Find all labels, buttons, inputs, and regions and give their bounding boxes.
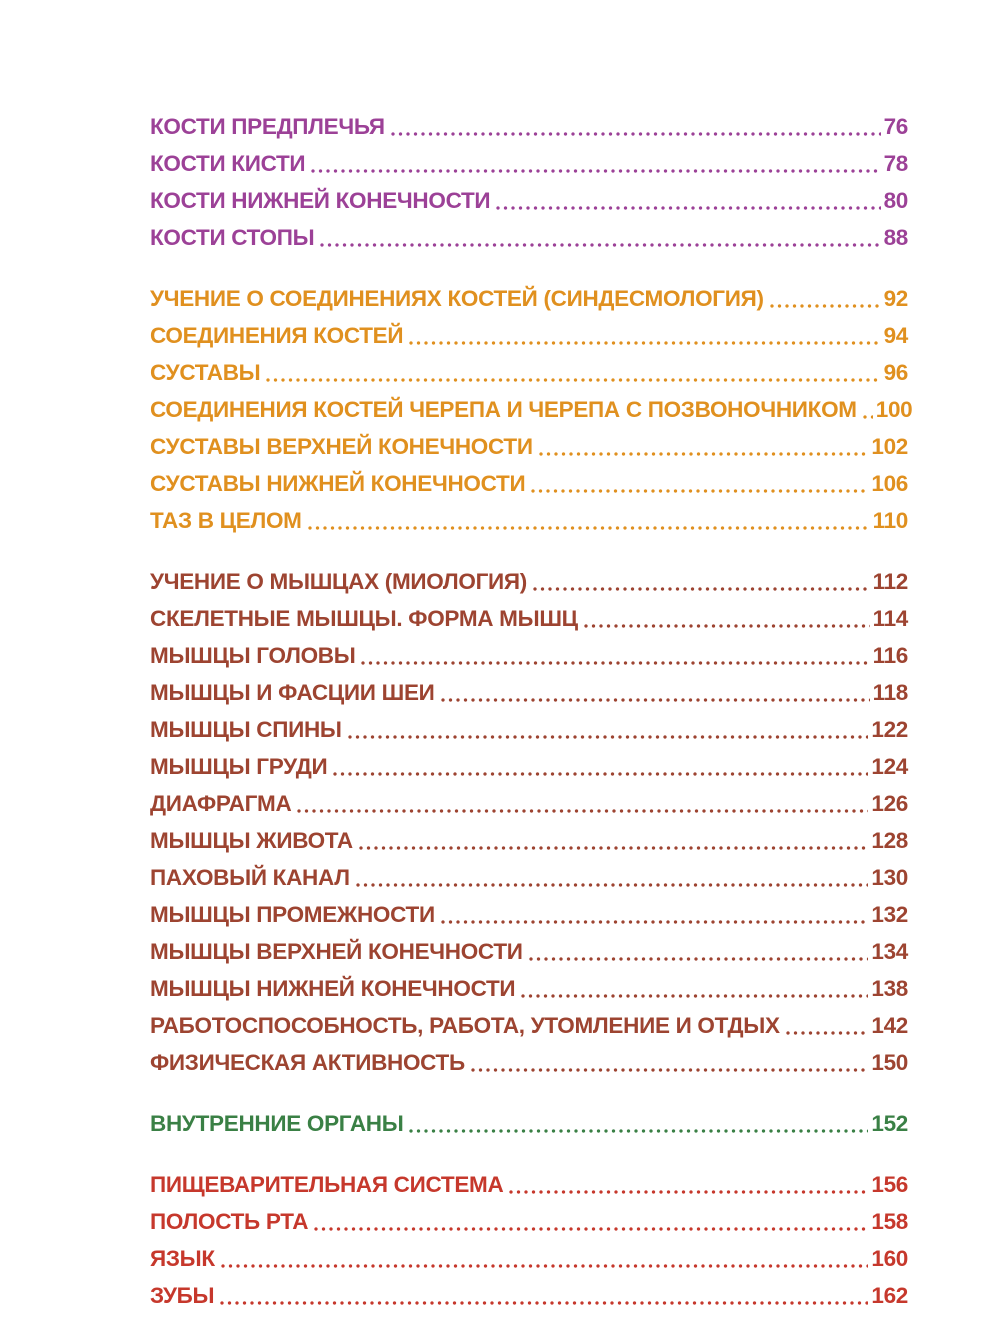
toc-row	[150, 502, 908, 539]
toc-entry-title: МЫШЦЫ СПИНЫ	[150, 717, 342, 742]
toc-row	[150, 933, 908, 970]
dot-leader	[348, 711, 869, 748]
toc-section-3	[150, 563, 908, 1081]
toc-row	[150, 317, 908, 354]
toc-row	[150, 354, 908, 391]
toc-entry-page: 94	[883, 323, 908, 348]
toc-entry-page: 150	[871, 1050, 908, 1075]
toc-entry-page: 80	[883, 188, 908, 213]
toc-entry-title: МЫШЦЫ ГОЛОВЫ	[150, 643, 356, 668]
dot-leader	[409, 1105, 868, 1142]
dot-leader	[529, 933, 869, 970]
toc-entry-title: ЯЗЫК	[150, 1246, 215, 1271]
toc-row	[150, 428, 908, 465]
toc-row	[150, 600, 908, 637]
toc-entry-page: 110	[872, 508, 908, 533]
toc-row	[150, 1007, 908, 1044]
toc-entry-page: 134	[871, 939, 908, 964]
toc-row	[150, 822, 908, 859]
toc-row	[150, 1166, 908, 1203]
toc-row	[150, 1105, 908, 1142]
toc-row	[150, 859, 908, 896]
toc-entry-title: РАБОТОСПОСОБНОСТЬ, РАБОТА, УТОМЛЕНИЕ И ОТДЫХ	[150, 1013, 780, 1038]
dot-leader	[863, 391, 873, 428]
toc-entry-title: СУСТАВЫ НИЖНЕЙ КОНЕЧНОСТИ	[150, 471, 526, 496]
dot-leader	[356, 859, 869, 896]
toc-entry-title: УЧЕНИЕ О МЫШЦАХ (МИОЛОГИЯ)	[150, 569, 527, 594]
dot-leader	[391, 108, 881, 145]
dot-leader	[496, 182, 880, 219]
toc-entry-page: 92	[883, 286, 908, 311]
toc-entry-title: МЫШЦЫ И ФАСЦИИ ШЕИ	[150, 680, 435, 705]
toc-row	[150, 711, 908, 748]
toc-row	[150, 674, 908, 711]
toc-row	[150, 637, 908, 674]
toc-entry-page: 162	[871, 1283, 908, 1308]
toc-section-5	[150, 1166, 908, 1314]
dot-leader	[266, 354, 880, 391]
toc-entry-title: СКЕЛЕТНЫЕ МЫШЦЫ. ФОРМА МЫШЦ	[150, 606, 578, 631]
dot-leader	[509, 1166, 868, 1203]
toc-section-2	[150, 280, 913, 539]
toc-entry-title: КОСТИ НИЖНЕЙ КОНЕЧНОСТИ	[150, 188, 491, 213]
dot-leader	[409, 317, 880, 354]
toc-entry-page: 102	[871, 434, 908, 459]
toc-row	[150, 391, 913, 428]
toc-row	[150, 108, 908, 145]
toc-entry-title: СОЕДИНЕНИЯ КОСТЕЙ ЧЕРЕПА И ЧЕРЕПА С ПОЗВОНОЧНИКОМ	[150, 397, 857, 422]
dot-leader	[311, 145, 880, 182]
dot-leader	[786, 1007, 869, 1044]
toc-entry-title: УЧЕНИЕ О СОЕДИНЕНИЯХ КОСТЕЙ (СИНДЕСМОЛОГИЯ)	[150, 286, 764, 311]
toc-row	[150, 896, 908, 933]
toc-entry-title: МЫШЦЫ ВЕРХНЕЙ КОНЕЧНОСТИ	[150, 939, 523, 964]
toc-row	[150, 145, 908, 182]
toc-row	[150, 785, 908, 822]
toc-row	[150, 280, 908, 317]
dot-leader	[441, 674, 870, 711]
dot-leader	[220, 1277, 868, 1314]
table-of-contents	[150, 108, 913, 1314]
toc-entry-title: МЫШЦЫ ПРОМЕЖНОСТИ	[150, 902, 435, 927]
toc-row	[150, 563, 908, 600]
toc-entry-title: ТАЗ В ЦЕЛОМ	[150, 508, 302, 533]
toc-entry-page: 114	[872, 606, 908, 631]
toc-row	[150, 1044, 908, 1081]
toc-row	[150, 748, 908, 785]
toc-entry-title: СУСТАВЫ ВЕРХНЕЙ КОНЕЧНОСТИ	[150, 434, 533, 459]
toc-entry-page: 76	[883, 114, 908, 139]
toc-entry-title: МЫШЦЫ ЖИВОТА	[150, 828, 353, 853]
toc-entry-page: 96	[883, 360, 908, 385]
toc-entry-title: СУСТАВЫ	[150, 360, 261, 385]
toc-entry-page: 132	[871, 902, 908, 927]
toc-entry-page: 122	[871, 717, 908, 742]
toc-row	[150, 1240, 908, 1277]
dot-leader	[770, 280, 881, 317]
toc-row	[150, 1203, 908, 1240]
toc-entry-page: 158	[871, 1209, 908, 1234]
dot-leader	[297, 785, 868, 822]
toc-section-4	[150, 1105, 908, 1142]
dot-leader	[359, 822, 869, 859]
toc-entry-page: 130	[871, 865, 908, 890]
toc-row	[150, 219, 908, 256]
dot-leader	[221, 1240, 869, 1277]
toc-entry-page: 138	[871, 976, 908, 1001]
dot-leader	[539, 428, 869, 465]
toc-entry-title: СОЕДИНЕНИЯ КОСТЕЙ	[150, 323, 404, 348]
toc-row	[150, 970, 908, 1007]
toc-entry-page: 116	[872, 643, 908, 668]
dot-leader	[314, 1203, 868, 1240]
dot-leader	[361, 637, 869, 674]
dot-leader	[531, 465, 868, 502]
dot-leader	[441, 896, 869, 933]
toc-entry-page: 160	[871, 1246, 908, 1271]
toc-entry-title: МЫШЦЫ ГРУДИ	[150, 754, 328, 779]
toc-entry-title: ПАХОВЫЙ КАНАЛ	[150, 865, 350, 890]
toc-entry-page: 112	[872, 569, 908, 594]
dot-leader	[333, 748, 868, 785]
dot-leader	[521, 970, 868, 1007]
toc-entry-page: 106	[871, 471, 908, 496]
dot-leader	[308, 502, 870, 539]
dot-leader	[584, 600, 870, 637]
toc-entry-page: 88	[883, 225, 908, 250]
toc-entry-title: ЗУБЫ	[150, 1283, 215, 1308]
toc-entry-page: 124	[871, 754, 908, 779]
toc-entry-title: ПОЛОСТЬ РТА	[150, 1209, 309, 1234]
toc-entry-title: ФИЗИЧЕСКАЯ АКТИВНОСТЬ	[150, 1050, 465, 1075]
toc-entry-page: 142	[871, 1013, 908, 1038]
toc-row	[150, 182, 908, 219]
toc-entry-page: 126	[871, 791, 908, 816]
dot-leader	[471, 1044, 868, 1081]
toc-section-1	[150, 108, 908, 256]
toc-entry-title: ПИЩЕВАРИТЕЛЬНАЯ СИСТЕМА	[150, 1172, 504, 1197]
dot-leader	[533, 563, 870, 600]
toc-row	[150, 465, 908, 502]
dot-leader	[320, 219, 880, 256]
toc-entry-title: КОСТИ КИСТИ	[150, 151, 306, 176]
toc-entry-title: КОСТИ ПРЕДПЛЕЧЬЯ	[150, 114, 385, 139]
toc-entry-page: 118	[872, 680, 908, 705]
toc-row	[150, 1277, 908, 1314]
toc-entry-page: 156	[871, 1172, 908, 1197]
toc-entry-title: ДИАФРАГМА	[150, 791, 292, 816]
toc-entry-title: КОСТИ СТОПЫ	[150, 225, 315, 250]
toc-entry-title: МЫШЦЫ НИЖНЕЙ КОНЕЧНОСТИ	[150, 976, 516, 1001]
toc-entry-page: 78	[883, 151, 908, 176]
toc-entry-page: 152	[871, 1111, 908, 1136]
toc-entry-title: ВНУТРЕННИЕ ОРГАНЫ	[150, 1111, 404, 1136]
toc-entry-page: 100	[875, 397, 913, 422]
toc-entry-page: 128	[871, 828, 908, 853]
